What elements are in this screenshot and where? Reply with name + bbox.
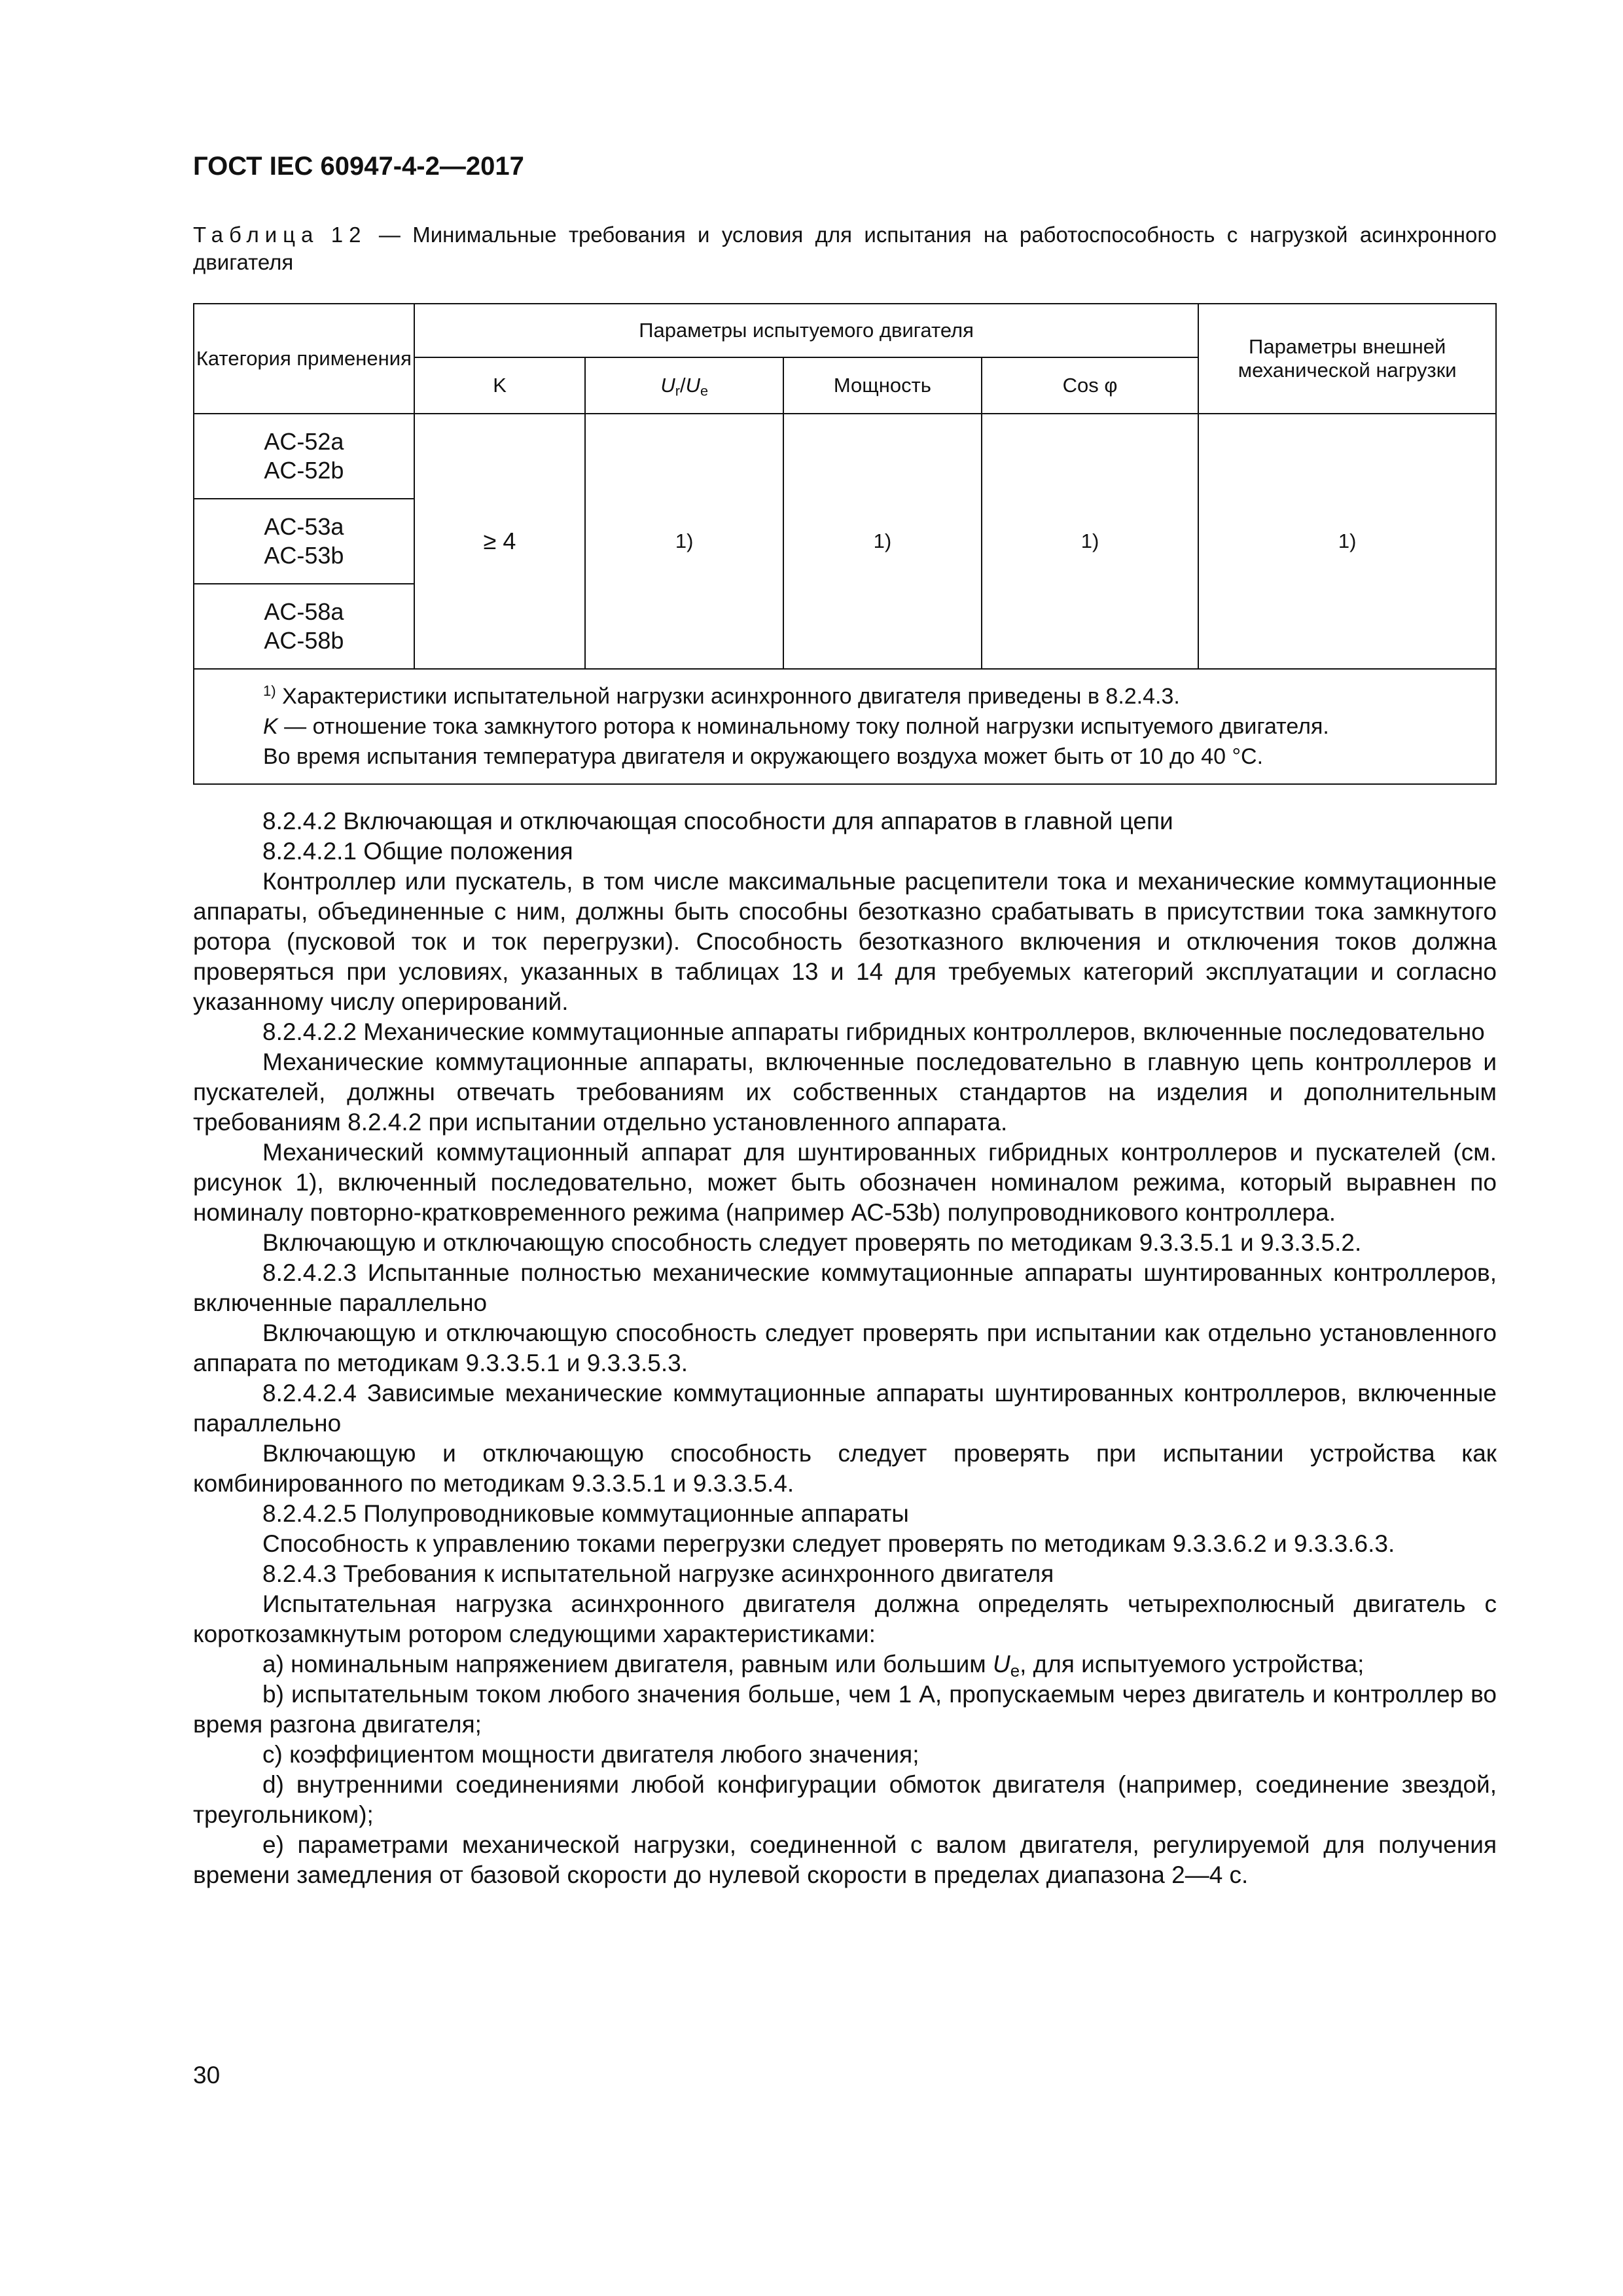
- header-cos-phi: Cos φ: [982, 357, 1199, 414]
- requirements-table: [193, 303, 1497, 785]
- category-cell: AC-53a AC-53b: [194, 499, 414, 584]
- section-heading: 8.2.4.2.1 Общие положения: [262, 838, 573, 865]
- ur-ue-ref-cell: 1): [585, 414, 783, 669]
- document-header: ГОСТ IEC 60947-4-2—2017: [193, 152, 524, 181]
- table-caption: [193, 221, 1497, 276]
- section-heading: 8.2.4.2.5 Полупроводниковые коммутационные аппараты: [262, 1500, 909, 1527]
- list-item: b) испытательным током любого значения больше, чем 1 А, пропускаемым через двигатель и контроллер во время разгона двигателя;: [193, 1681, 1497, 1738]
- section-heading: 8.2.4.2.2 Механические коммутационные аппараты гибридных контроллеров, включенные последовательно: [262, 1018, 1485, 1045]
- page-number: 30: [193, 2062, 221, 2089]
- caption-number: 12: [330, 223, 367, 247]
- header-ur-ue: $U_r/U_e$: [585, 357, 783, 414]
- header-motor-params: Параметры испытуемого двигателя: [414, 304, 1199, 357]
- cos-ref-cell: 1): [982, 414, 1199, 669]
- header-k: K: [414, 357, 586, 414]
- document-body: [193, 806, 1497, 1890]
- paragraph: Механические коммутационные аппараты, включенные последовательно в главную цепь контроллеров и пускателей, должны отвечать требованиям их собственных стандартов на изделия и дополнительным требованиям 8.2.4.2 при испытании отдельно установленного аппарата.: [193, 1049, 1497, 1136]
- header-category: Категория применения: [194, 304, 414, 414]
- header-power: Мощность: [783, 357, 982, 414]
- caption-word: Таблица: [193, 223, 319, 247]
- paragraph: Способность к управлению токами перегрузки следует проверять по методикам 9.3.3.6.2 и 9.3.3.6.3.: [262, 1530, 1395, 1557]
- power-ref-cell: 1): [783, 414, 982, 669]
- paragraph: Контроллер или пускатель, в том числе максимальные расцепители тока и механические коммутационные аппараты, объединенные с ним, должны быть способны безотказно срабатывать в присутствии тока замкнутого ротора (пусковой ток и ток перегрузки). Способность безотказного включения и отключения токов должна проверяться при условиях, указанных в таблицах 13 и 14 для требуемых категорий эксплуатации и согласно указанному числу оперирований.: [193, 868, 1497, 1015]
- list-item: a) номинальным напряжением двигателя, равным или большим $U_e$, для испытуемого устройства;: [262, 1651, 1364, 1681]
- list-item: d) внутренними соединениями любой конфигурации обмоток двигателя (например, соединение звездой, треугольником);: [193, 1771, 1497, 1828]
- table-notes: [194, 669, 1496, 784]
- category-cell: AC-58a AC-58b: [194, 584, 414, 669]
- section-heading: 8.2.4.2.3 Испытанные полностью механические коммутационные аппараты шунтированных контроллеров, включенные параллельно: [193, 1259, 1497, 1316]
- k-value-cell: ≥ 4: [414, 414, 586, 669]
- external-ref-cell: 1): [1198, 414, 1496, 669]
- list-item: e) параметрами механической нагрузки, соединенной с валом двигателя, регулируемой для получения времени замедления от базовой скорости до нулевой скорости в пределах диапазона 2—4 с.: [193, 1831, 1497, 1888]
- section-heading: 8.2.4.3 Требования к испытательной нагрузке асинхронного двигателя: [262, 1560, 1054, 1587]
- table-note-1: $^{1)}$ Характеристики испытательной нагрузки асинхронного двигателя приведены в 8.2.4.3.: [263, 682, 1180, 709]
- header-external-load: Параметры внешней механической нагрузки: [1198, 304, 1496, 414]
- category-cell: AC-52a AC-52b: [194, 414, 414, 499]
- caption-text: — Минимальные требования и условия для испытания на работоспособность с нагрузкой асинхронного двигателя: [193, 223, 1497, 274]
- table-note-3: Во время испытания температура двигателя и окружающего воздуха может быть от 10 до 40 °С.: [263, 744, 1264, 769]
- paragraph: Включающую и отключающую способность следует проверять при испытании устройства как комбинированного по методикам 9.3.3.5.1 и 9.3.3.5.4.: [193, 1440, 1497, 1497]
- table-note-2: K — отношение тока замкнутого ротора к номинальному току полной нагрузки испытуемого двигателя.: [263, 714, 1329, 739]
- paragraph: Включающую и отключающую способность следует проверять при испытании как отдельно установленного аппарата по методикам 9.3.3.5.1 и 9.3.3.5.3.: [193, 1319, 1497, 1376]
- list-item: c) коэффициентом мощности двигателя любого значения;: [262, 1741, 919, 1768]
- paragraph: Включающую и отключающую способность следует проверять по методикам 9.3.3.5.1 и 9.3.3.5.2.: [262, 1229, 1362, 1256]
- paragraph: Механический коммутационный аппарат для шунтированных гибридных контроллеров и пускателей (см. рисунок 1), включенный последовательно, может быть обозначен номиналом режима, который выравнен по номиналу повторно-кратковременного режима (например АС-53b) полупроводникового контроллера.: [193, 1139, 1497, 1226]
- paragraph: Испытательная нагрузка асинхронного двигателя должна определять четырехполюсный двигатель с короткозамкнутым ротором следующими характеристиками:: [193, 1590, 1497, 1647]
- section-heading: 8.2.4.2.4 Зависимые механические коммутационные аппараты шунтированных контроллеров, включенные параллельно: [193, 1380, 1497, 1437]
- section-heading: 8.2.4.2 Включающая и отключающая способности для аппаратов в главной цепи: [262, 808, 1173, 834]
